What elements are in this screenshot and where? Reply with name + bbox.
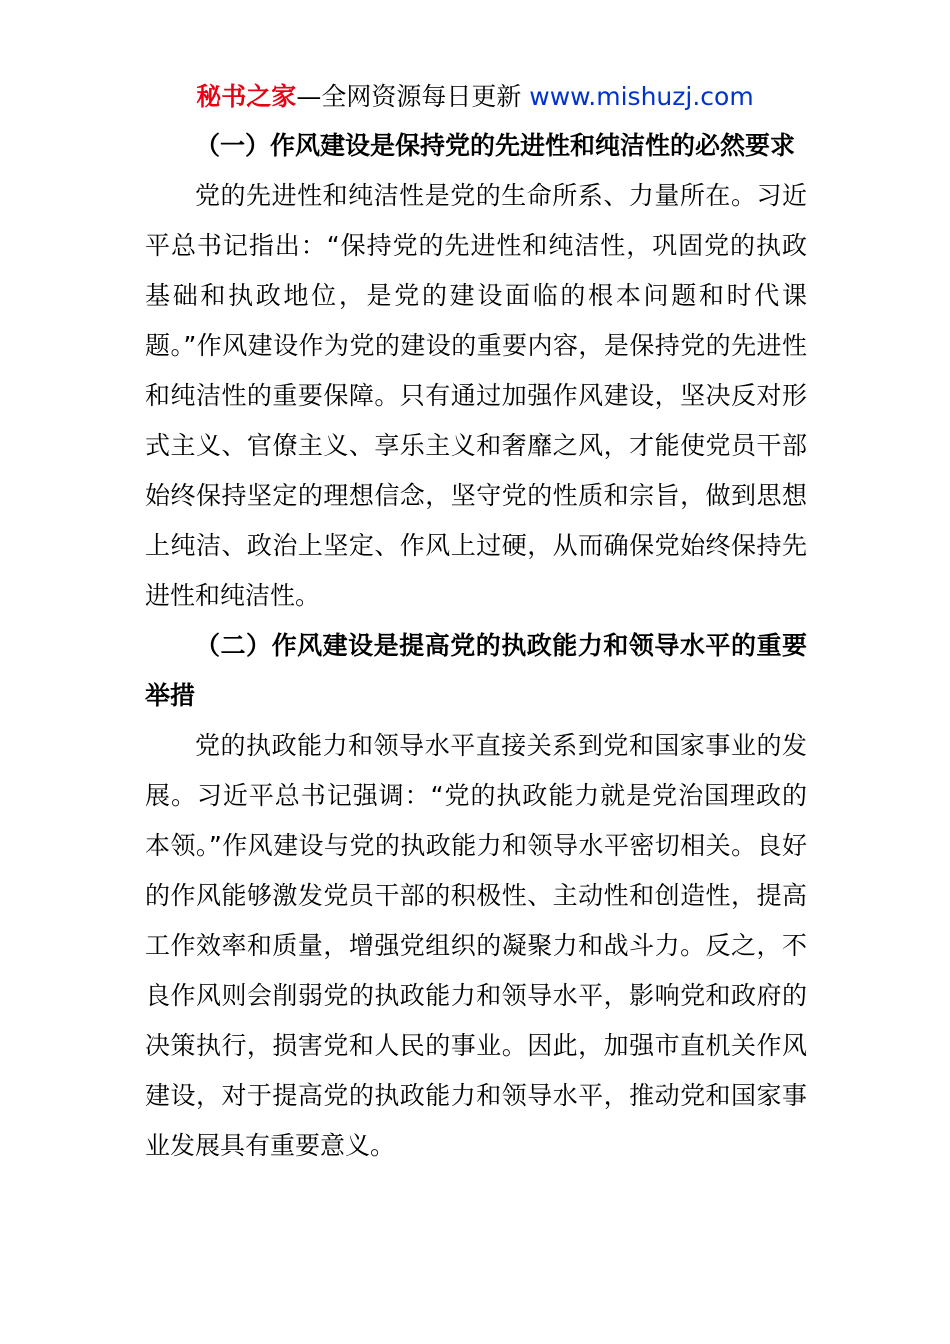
site-tagline: —全网资源每日更新 (296, 82, 530, 111)
section-heading: （二）作风建设是提高党的执政能力和领导水平的重要举措 (145, 631, 807, 710)
site-url-link[interactable]: www.mishuzj.com (529, 82, 754, 111)
section-paragraph: 党的先进性和纯洁性是党的生命所系、力量所在。习近平总书记指出：“保持党的先进性和纯洁性，巩固党的执政基础和执政地位，是党的建设面临的根本问题和时代课题。”作风建设作为党的建设的重要内容，是保持党的先进性和纯洁性的重要保障。只有通过加强作风建设，坚决反对形式主义、官僚主义、享乐主义和奢靡之风，才能使党员干部始终保持坚定的理想信念，坚守党的性质和宗旨，做到思想上纯洁、政治上坚定、作风上过硬，从而确保党始终保持先进性和纯洁性。 (145, 181, 807, 610)
section-paragraph: 党的执政能力和领导水平直接关系到党和国家事业的发展。习近平总书记强调：“党的执政能力就是党治国理政的本领。”作风建设与党的执政能力和领导水平密切相关。良好的作风能够激发党员干部的积极性、主动性和创造性，提高工作效率和质量，增强党组织的凝聚力和战斗力。反之，不良作风则会削弱党的执政能力和领导水平，影响党和政府的决策执行，损害党和人民的事业。因此，加强市直机关作风建设，对于提高党的执政能力和领导水平，推动党和国家事业发展具有重要意义。 (145, 731, 807, 1160)
section-heading: （一）作风建设是保持党的先进性和纯洁性的必然要求 (195, 131, 796, 160)
site-brand: 秘书之家 (196, 82, 297, 111)
document-body (145, 121, 807, 1171)
site-header (0, 80, 950, 114)
